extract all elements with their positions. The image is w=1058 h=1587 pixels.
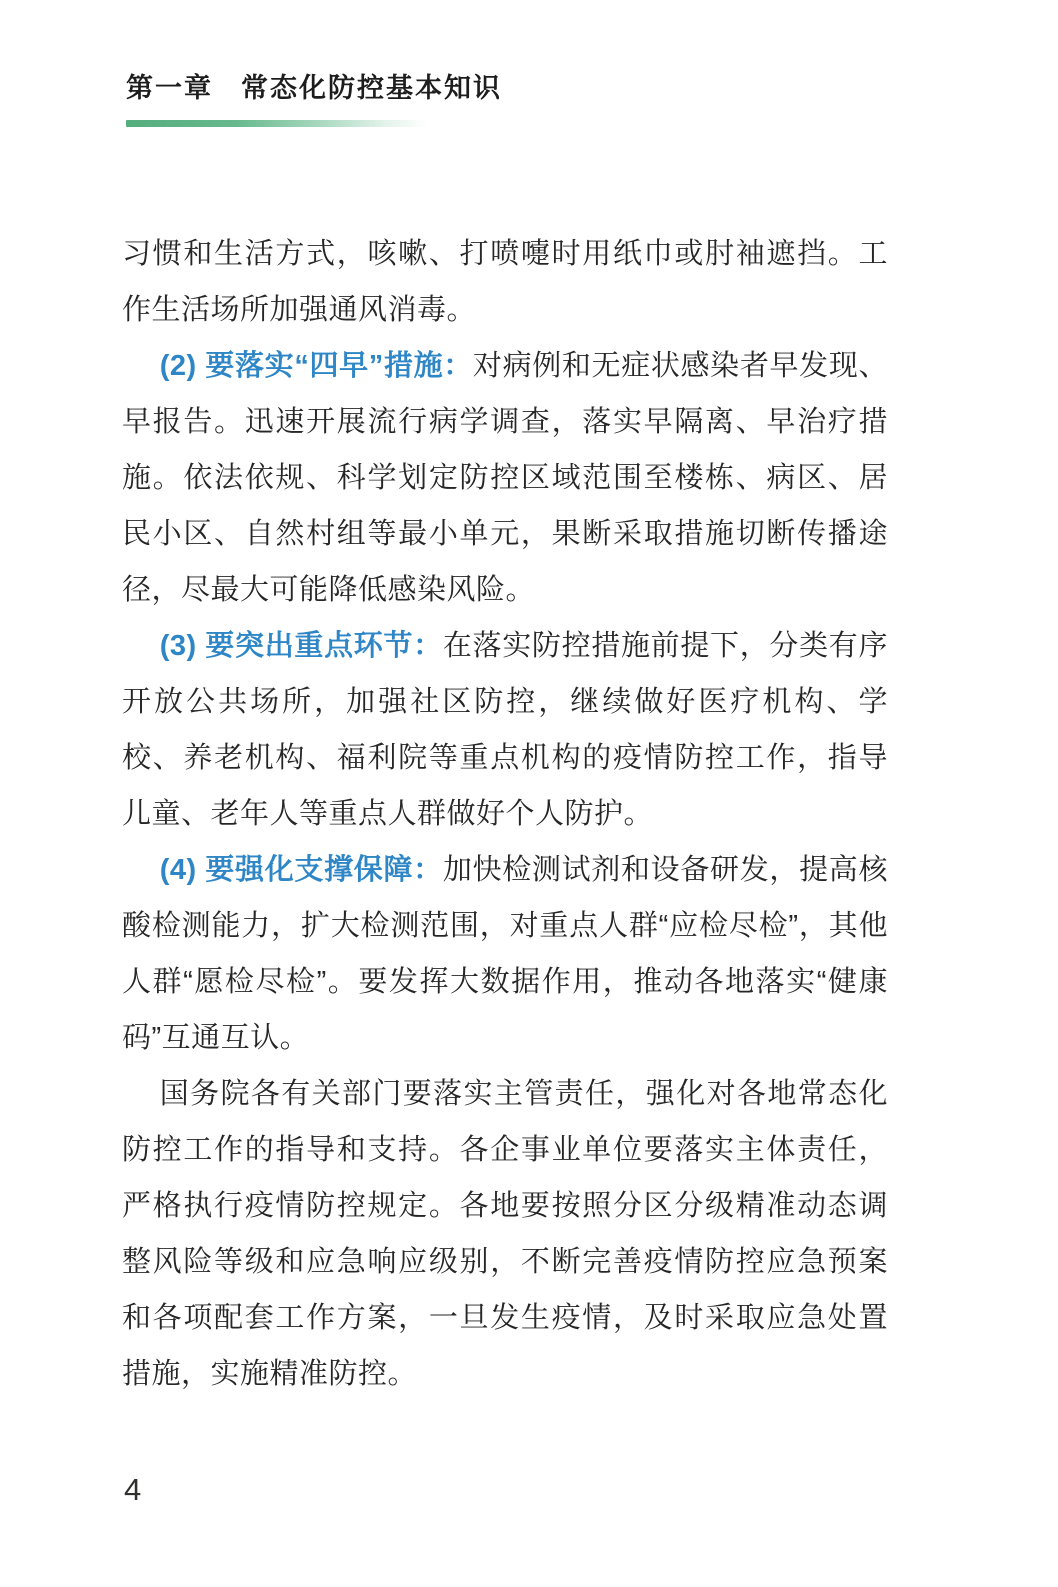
page-number: 4 <box>124 1472 142 1507</box>
paragraph-text: 国务院各有关部门要落实主管责任，强化对各地常态化防控工作的指导和支持。各企事业单位要落实主体责任，严格执行疫情防控规定。各地要按照分区分级精准动态调整风险等级和应急响应级别，不断完善疫情防控应急预案和各项配套工作方案，一旦发生疫情，及时采取应急处置措施，实施精准防控。 <box>122 1078 888 1390</box>
chapter-rule-gradient <box>126 120 440 127</box>
chapter-label: 第一章 <box>126 73 213 103</box>
paragraph-text: 加快检测试剂和设备研发，提高核酸检测能力，扩大检测范围，对重点人群“应检尽检”，其他人群“愿检尽检”。要发挥大数据作用，推动各地落实“健康码”互通互认。 <box>122 854 888 1054</box>
paragraph-text: 在落实防控措施前提下，分类有序开放公共场所，加强社区防控，继续做好医疗机构、学校、养老机构、福利院等重点机构的疫情防控工作，指导儿童、老年人等重点人群做好个人防护。 <box>122 630 888 830</box>
body-text <box>122 226 888 1402</box>
paragraph-item-3 <box>122 618 888 842</box>
chapter-title: 常态化防控基本知识 <box>241 73 502 103</box>
paragraph-item-2 <box>122 338 888 618</box>
paragraph-closing <box>122 1066 888 1402</box>
paragraph-lead-blue: (4) 要强化支撑保障： <box>159 854 443 886</box>
paragraph-text: 习惯和生活方式，咳嗽、打喷嚏时用纸巾或肘袖遮挡。工作生活场所加强通风消毒。 <box>122 238 888 326</box>
paragraph-text: 对病例和无症状感染者早发现、早报告。迅速开展流行病学调查，落实早隔离、早治疗措施。依法依规、科学划定防控区域范围至楼栋、病区、居民小区、自然村组等最小单元，果断采取措施切断传播途径，尽最大可能降低感染风险。 <box>122 350 888 606</box>
chapter-title-row <box>126 70 502 106</box>
chapter-header <box>126 70 502 127</box>
paragraph-lead-blue: (2) 要落实“四早”措施： <box>159 350 473 382</box>
paragraph-continuation <box>122 226 888 338</box>
paragraph-lead-blue: (3) 要突出重点环节： <box>159 630 443 662</box>
paragraph-item-4 <box>122 842 888 1066</box>
